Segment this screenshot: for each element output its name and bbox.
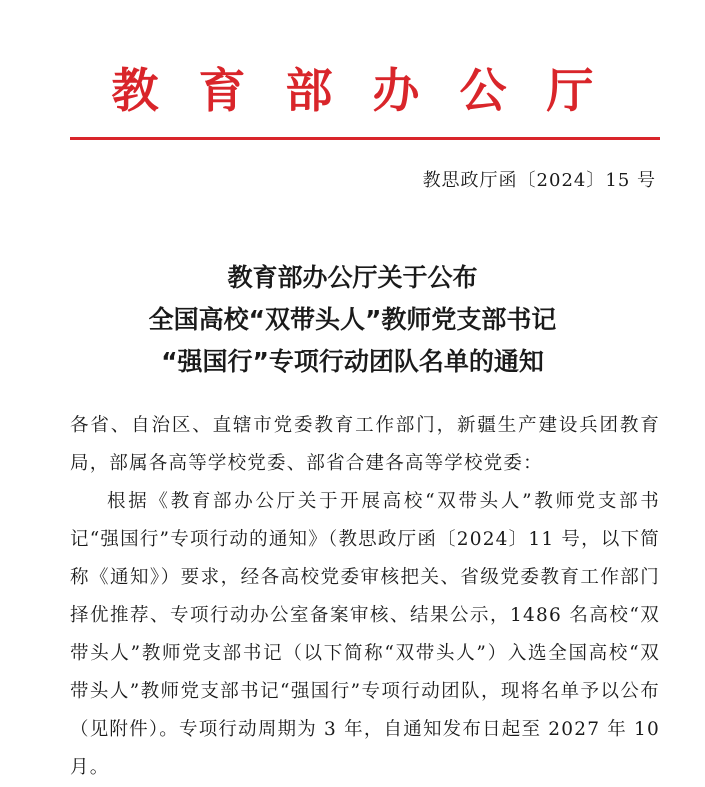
issuer-masthead: 教育部办公厅 [111,64,634,119]
title-line-2: 全国高校“双带头人”教师党支部书记 [148,305,557,334]
title-line-3: “强国行”专项行动团队名单的通知 [161,347,544,376]
document-number: 教思政厅函〔2024〕15 号 [422,170,656,191]
salutation: 各省、自治区、直辖市党委教育工作部门，新疆生产建设兵团教育局，部属各高等学校党委、部省合建各高等学校党委： [70,415,660,474]
title-line-1: 教育部办公厅关于公布 [227,263,478,292]
red-header-rule [70,137,660,140]
document-title [0,257,705,383]
document-body [70,407,660,787]
body-paragraph: 根据《教育部办公厅关于开展高校“双带头人”教师党支部书记“强国行”专项行动的通知》（教思政厅函〔2024〕11 号，以下简称《通知》）要求，经各高校党委审核把关、省级党委教育工作部门择优推荐、专项行动办公室备案审核、结果公示，1486 名高校“双带头人”教师党支部书记（以下简称“双带头人”）入选全国高校“双带头人”教师党支部书记“强国行”专项行动团队，现将名单予以公布（见附件）。专项行动周期为 3 年，自通知发布日起至 2027 年 10 月。 [70,491,660,778]
